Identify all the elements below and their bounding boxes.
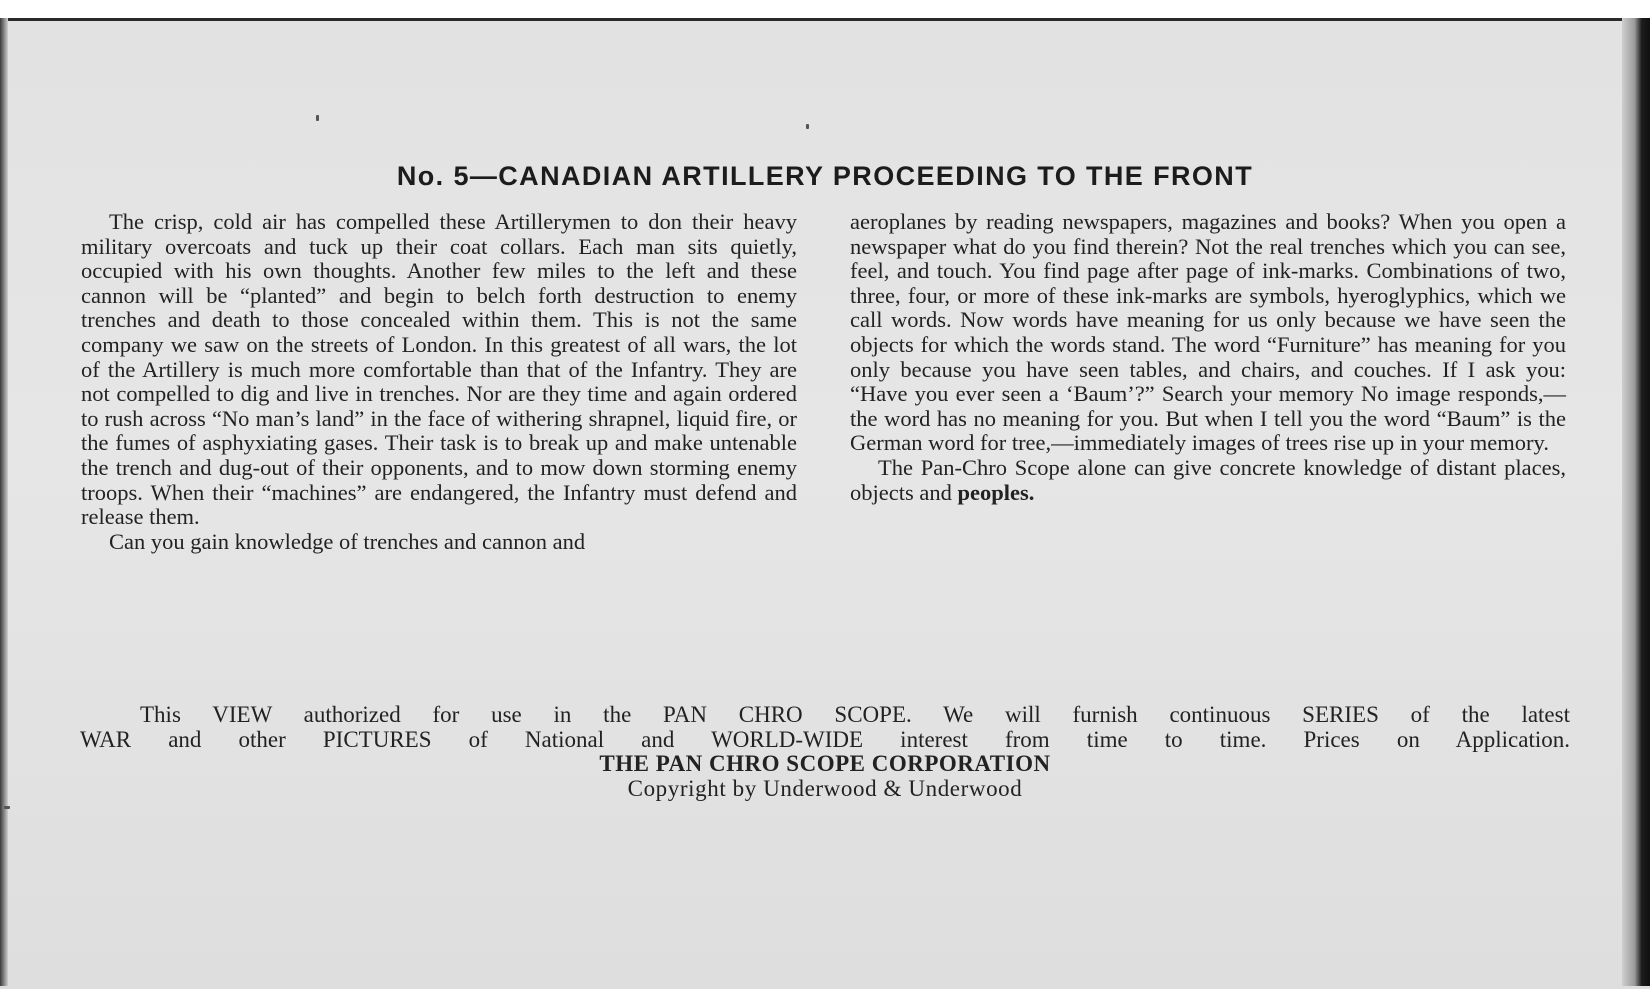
- right-paragraph-2: [850, 456, 1566, 505]
- copyright-line: Copyright by Underwood & Underwood: [627, 775, 1023, 801]
- corporation-name: THE PAN CHRO SCOPE CORPORATION: [599, 751, 1051, 776]
- print-speck: [316, 115, 319, 121]
- authorization-line-1: This VIEW authorized for use in the PAN CHRO SCOPE. We will furnish continuous SERIES of the latest: [140, 702, 1570, 727]
- left-paragraph-2: Can you gain knowledge of trenches and cannon and: [109, 528, 586, 554]
- left-paragraph-1: The crisp, cold air has compelled these Artillerymen to don their heavy military overcoats and tuck up their coat collars. Each man sits quietly, occupied with his own thoughts. Another few miles to the left and these cannon will be “planted” and begin to belch forth destruction to enemy trenches and death to those concealed within them. This is not the same company we saw on the streets of London. In this greatest of all wars, the lot of the Artillery is much more comfortable than that of the Infantry. They are not compelled to dig and live in trenches. Nor are they time and again ordered to rush across “No man’s land” in the face of withering shrapnel, liquid fire, or the fumes of asphyxiating gases. Their task is to break up and make untenable the trench and dug-out of their opponents, and to mow down storming enemy troops. When their “machines” are endangered, the Infantry must defend and release them.: [81, 209, 797, 530]
- right-paragraph-1: aeroplanes by reading newspapers, magazines and books? When you open a newspaper what do you find therein? Not the real trenches which you can see, feel, and touch. You find page after page of ink-marks. Combinations of two, three, four, or more of these ink-marks are symbols, hyeroglyphics, which we call words. Now words have meaning for us only because we have seen the objects for which the words stand. The word “Furniture” has meaning for you only because you have seen tables, and chairs, and couches. If I ask you: “Have you ever seen a ‘Baum’?” Search your memory No image responds,—the word has no meaning for you. But when I tell you the word “Baum” is the German word for tree,—immediately images of trees rise up in your memory.: [850, 209, 1566, 456]
- footer: [80, 703, 1570, 801]
- right-paragraph-2-emphasis: peoples.: [957, 479, 1035, 505]
- right-paragraph-2-text: The Pan-Chro Scope alone can give concrete knowledge of distant places, objects and: [850, 454, 1566, 505]
- print-speck: [4, 806, 10, 809]
- left-text-column: [81, 210, 797, 554]
- authorization-line-2: WAR and other PICTURES of National and WORLD-WIDE interest from time to time. Prices on Application.: [80, 726, 1570, 752]
- print-speck: [806, 124, 809, 129]
- page-title: No. 5—CANADIAN ARTILLERY PROCEEDING TO THE FRONT: [396, 161, 1254, 192]
- right-text-column: [850, 210, 1566, 505]
